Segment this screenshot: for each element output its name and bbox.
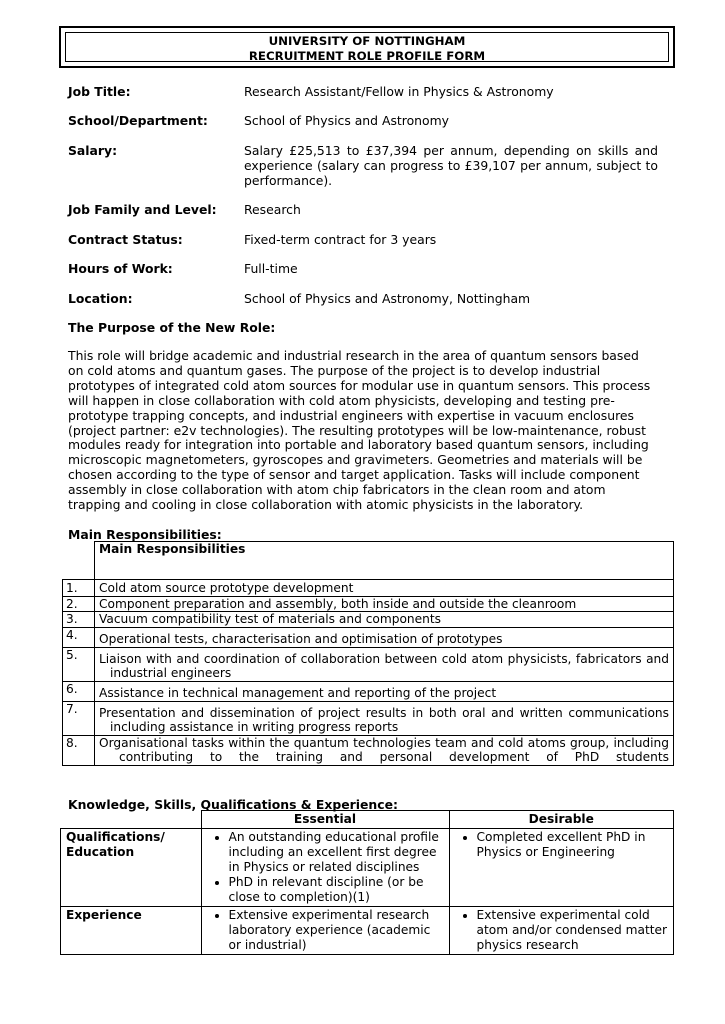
ksq-row-label: Experience bbox=[61, 907, 202, 955]
header-blank-cell bbox=[63, 542, 95, 580]
field-value: Research Assistant/Fellow in Physics & Astronomy bbox=[244, 84, 554, 99]
row-number: 1. bbox=[63, 580, 95, 597]
row-text: Presentation and dissemination of project results in both oral and written communications including assistance in writing progress reports bbox=[95, 701, 674, 735]
row-text: Component preparation and assembly, both inside and outside the cleanroom bbox=[95, 596, 674, 612]
field-label: Contract Status: bbox=[68, 232, 183, 247]
table-row bbox=[63, 627, 674, 647]
row-text: Operational tests, characterisation and optimisation of prototypes bbox=[95, 627, 674, 647]
field-value: Salary £25,513 to £37,394 per annum, depending on skills and experience (salary can progress to £39,107 per annum, subject to performance). bbox=[244, 143, 658, 188]
essential-list bbox=[207, 908, 444, 953]
field-value: School of Physics and Astronomy bbox=[244, 113, 449, 128]
table-row bbox=[63, 681, 674, 701]
field-label: Hours of Work: bbox=[68, 261, 173, 276]
field-value: Fixed-term contract for 3 years bbox=[244, 232, 437, 247]
ksq-row-label: Qualifications/ Education bbox=[61, 829, 202, 907]
row-text: Vacuum compatibility test of materials and components bbox=[95, 612, 674, 628]
form-title: RECRUITMENT ROLE PROFILE FORM bbox=[248, 49, 486, 63]
row-number: 2. bbox=[63, 596, 95, 612]
row-number: 6. bbox=[63, 681, 95, 701]
purpose-heading: The Purpose of the New Role: bbox=[68, 320, 276, 335]
list-item: • Extensive experimental cold atom and/or condensed matter physics research bbox=[477, 908, 669, 953]
field-label: Salary: bbox=[68, 143, 118, 158]
ksq-essential-cell bbox=[201, 829, 449, 907]
list-item: • An outstanding educational profile including an excellent first degree in Physics or related disciplines bbox=[229, 830, 444, 875]
row-text-content: Organisational tasks within the quantum technologies team and cold atoms group, including contributing to the training and personal development of PhD students bbox=[99, 735, 669, 764]
ksq-row-experience bbox=[61, 907, 674, 955]
ksq-header-row bbox=[61, 811, 674, 829]
essential-header: Essential bbox=[201, 811, 449, 829]
table-header-row bbox=[63, 542, 674, 580]
field-label: Location: bbox=[68, 291, 133, 306]
responsibilities-table bbox=[62, 541, 674, 766]
table-row bbox=[63, 647, 674, 681]
field-value: Full-time bbox=[244, 261, 298, 276]
row-text: Liaison with and coordination of collaboration between cold atom physicists, fabricators and industrial engineers bbox=[95, 647, 674, 681]
desirable-header: Desirable bbox=[449, 811, 674, 829]
ksq-heading: Knowledge, Skills, Qualifications & Experience: bbox=[68, 797, 398, 812]
row-text: Cold atom source prototype development bbox=[95, 580, 674, 597]
form-header-inner bbox=[65, 32, 669, 62]
desirable-list bbox=[455, 908, 669, 953]
row-text bbox=[95, 735, 674, 765]
list-item: • Extensive experimental research laboratory experience (academic or industrial) bbox=[229, 908, 444, 953]
ksq-desirable-cell bbox=[449, 829, 674, 907]
row-number: 4. bbox=[63, 627, 95, 647]
row-number: 8. bbox=[63, 735, 95, 765]
purpose-text: This role will bridge academic and industrial research in the area of quantum sensors based on cold atoms and quantum gases. The purpose of the project is to develop industrial prototypes of integrated cold atom sources for modular use in quantum sensors. This process will happen in close collaboration with cold atom physicists, developing and testing pre-prototype trapping concepts, and industrial engineers with expertise in vacuum enclosures (project partner: e2v technologies). The resulting prototypes will be low-maintenance, robust modules ready for integration into portable and laboratory based quantum sensors, including microscopic magnetometers, gyroscopes and gravimeters. Geometries and materials will be chosen according to the type of sensor and target application. Tasks will include component assembly in close collaboration with atom chip fabricators in the clean room and atom trapping and cooling in close collaboration with atomic physicists in the laboratory. bbox=[68, 348, 651, 513]
desirable-list bbox=[455, 830, 669, 860]
field-label: School/Department: bbox=[68, 113, 208, 128]
list-item: • Completed excellent PhD in Physics or Engineering bbox=[477, 830, 669, 860]
row-number: 7. bbox=[63, 701, 95, 735]
table-row bbox=[63, 735, 674, 765]
row-number: 3. bbox=[63, 612, 95, 628]
essential-list bbox=[207, 830, 444, 905]
form-header bbox=[59, 26, 675, 68]
row-text: Assistance in technical management and reporting of the project bbox=[95, 681, 674, 701]
field-value: School of Physics and Astronomy, Nottingham bbox=[244, 291, 531, 306]
field-label: Job Family and Level: bbox=[68, 202, 217, 217]
row-number: 5. bbox=[63, 647, 95, 681]
table-row bbox=[63, 580, 674, 597]
university-name: UNIVERSITY OF NOTTINGHAM bbox=[268, 34, 466, 48]
field-label: Job Title: bbox=[68, 84, 131, 99]
ksq-row-qualifications bbox=[61, 829, 674, 907]
ksq-desirable-cell bbox=[449, 907, 674, 955]
field-value: Research bbox=[244, 202, 301, 217]
list-item: • PhD in relevant discipline (or be close to completion)(1) bbox=[229, 875, 444, 905]
ksq-essential-cell bbox=[201, 907, 449, 955]
table-row bbox=[63, 701, 674, 735]
table-row bbox=[63, 596, 674, 612]
ksq-table bbox=[60, 810, 674, 955]
table-row bbox=[63, 612, 674, 628]
table-header-cell: Main Responsibilities bbox=[95, 542, 674, 580]
responsibilities-heading: Main Responsibilities: bbox=[68, 527, 222, 542]
ksq-blank-header bbox=[61, 811, 202, 829]
